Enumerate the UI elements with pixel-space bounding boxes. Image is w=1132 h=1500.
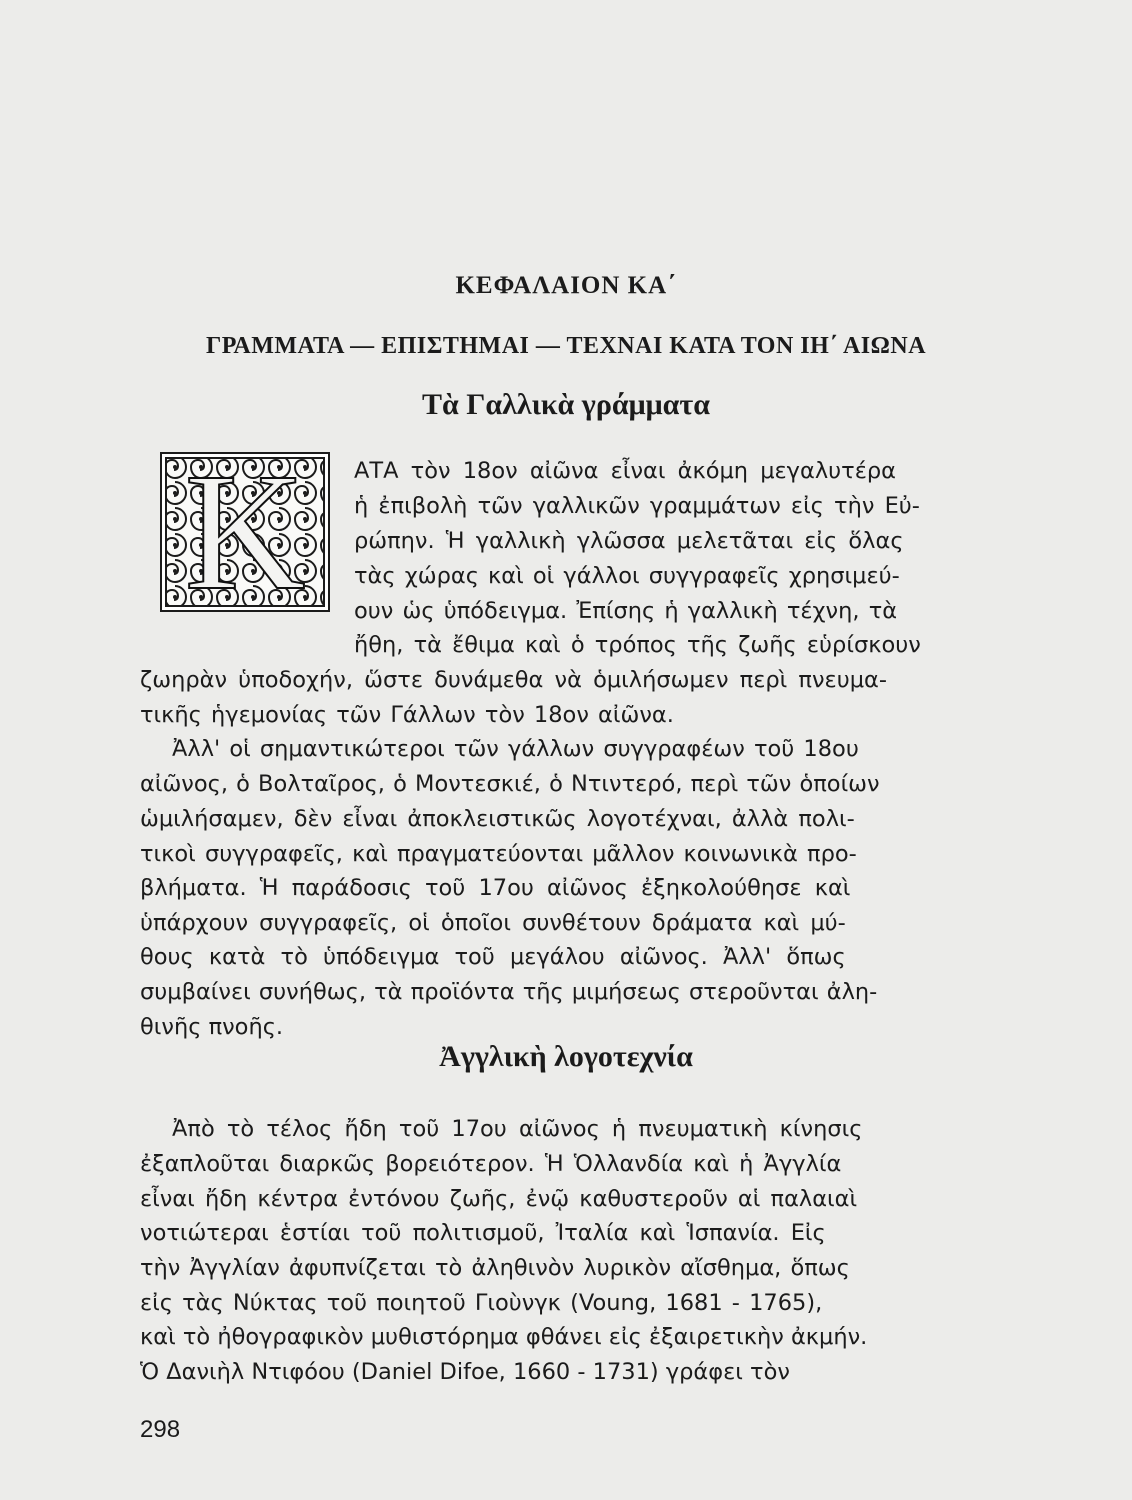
body-line: τικῆς ἡγεμονίας τῶν Γάλλων τὸν 18ον αἰῶνα. (140, 702, 674, 728)
body-line: ἐξαπλοῦται διαρκῶς βορειότερον. Ἡ Ὁλλανδία καὶ ἡ Ἀγγλία (140, 1151, 842, 1177)
drop-cap-letter: Κ (184, 452, 306, 612)
body-line: εἰς τὰς Νύκτας τοῦ ποιητοῦ Γιοὺνγκ (Voung, 1681 - 1765), (140, 1290, 823, 1316)
heading-french-letters: Τὰ Γαλλικὰ γράμματα (422, 388, 710, 421)
body-line: τὴν Ἀγγλίαν ἀφυπνίζεται τὸ ἀληθινὸν λυρικὸν αἴσθημα, ὅπως (140, 1255, 850, 1281)
body-line: Ὁ Δανιὴλ Ντιφόου (Daniel Difoe, 1660 - 1731) γράφει τὸν (140, 1359, 790, 1385)
body-line: νοτιώτεραι ἑστίαι τοῦ πολιτισμοῦ, Ἰταλία καὶ Ἱσπανία. Εἰς (140, 1220, 826, 1246)
body-line: τὰς χώρας καὶ οἱ γάλλοι συγγραφεῖς χρησιμεύ- (354, 563, 900, 589)
body-line: θινῆς πνοῆς. (140, 1014, 284, 1040)
section-title: ΓΡΑΜΜΑΤΑ — ΕΠΙΣΤΗΜΑΙ — ΤΕΧΝΑΙ ΚΑΤΑ ΤΟΝ ΙΗ΄ ΑΙΩΝΑ (205, 333, 927, 359)
body-line: ὡμιλήσαμεν, δὲν εἶναι ἀποκλειστικῶς λογοτέχναι, ἀλλὰ πολι- (140, 806, 855, 832)
body-line: Ἀπὸ τὸ τέλος ἤδη τοῦ 17ου αἰῶνος ἡ πνευματικὴ κίνησις (172, 1116, 863, 1142)
body-line: ζωηρὰν ὑποδοχήν, ὥστε δυνάμεθα νὰ ὁμιλήσωμεν περὶ πνευμα- (140, 667, 887, 693)
decorated-initial (160, 452, 330, 612)
body-line: ουν ὡς ὑπόδειγμα. Ἐπίσης ἡ γαλλικὴ τέχνη, τὰ (354, 598, 898, 624)
body-line: ὑπάρχουν συγγραφεῖς, οἱ ὁποῖοι συνθέτουν δράματα καὶ μύ- (140, 910, 846, 936)
body-line: ρώπην. Ἡ γαλλικὴ γλῶσσα μελετᾶται εἰς ὅλας (354, 528, 904, 554)
body-line: θους κατὰ τὸ ὑπόδειγμα τοῦ μεγάλου αἰῶνος. Ἀλλ' ὅπως (140, 944, 846, 970)
body-line: Ἀλλ' οἱ σημαντικώτεροι τῶν γάλλων συγγραφέων τοῦ 18ου (172, 736, 859, 762)
chapter-title: ΚΕΦΑΛΑΙΟΝ ΚΑ΄ (455, 272, 677, 299)
body-line: τικοὶ συγγραφεῖς, καὶ πραγματεύονται μᾶλλον κοινωνικὰ προ- (140, 841, 857, 867)
body-line: συμβαίνει συνήθως, τὰ προϊόντα τῆς μιμήσεως στεροῦνται ἀλη- (140, 979, 878, 1005)
body-line: ἡ ἐπιβολὴ τῶν γαλλικῶν γραμμάτων εἰς τὴν Εὐ- (354, 493, 920, 519)
heading-english-literature: Ἀγγλικὴ λογοτεχνία (439, 1040, 693, 1073)
body-line: καὶ τὸ ἠθογραφικὸν μυθιστόρημα φθάνει εἰς ἐξαιρετικὴν ἀκμήν. (140, 1324, 868, 1350)
body-line: ἤθη, τὰ ἔθιμα καὶ ὁ τρόπος τῆς ζωῆς εὑρίσκουν (354, 632, 921, 658)
body-line: αἰῶνος, ὁ Βολταῖρος, ὁ Μοντεσκιέ, ὁ Ντιντερό, περὶ τῶν ὁποίων (140, 771, 880, 797)
page-number: 298 (140, 1416, 181, 1443)
body-line: βλήματα. Ἡ παράδοσις τοῦ 17ου αἰῶνος ἐξηκολούθησε καὶ (140, 875, 851, 901)
body-line: ΑΤΑ τὸν 18ον αἰῶνα εἶναι ἀκόμη μεγαλυτέρα (354, 458, 896, 484)
body-line: εἶναι ἤδη κέντρα ἐντόνου ζωῆς, ἐνῷ καθυστεροῦν αἱ παλαιαὶ (140, 1186, 858, 1212)
